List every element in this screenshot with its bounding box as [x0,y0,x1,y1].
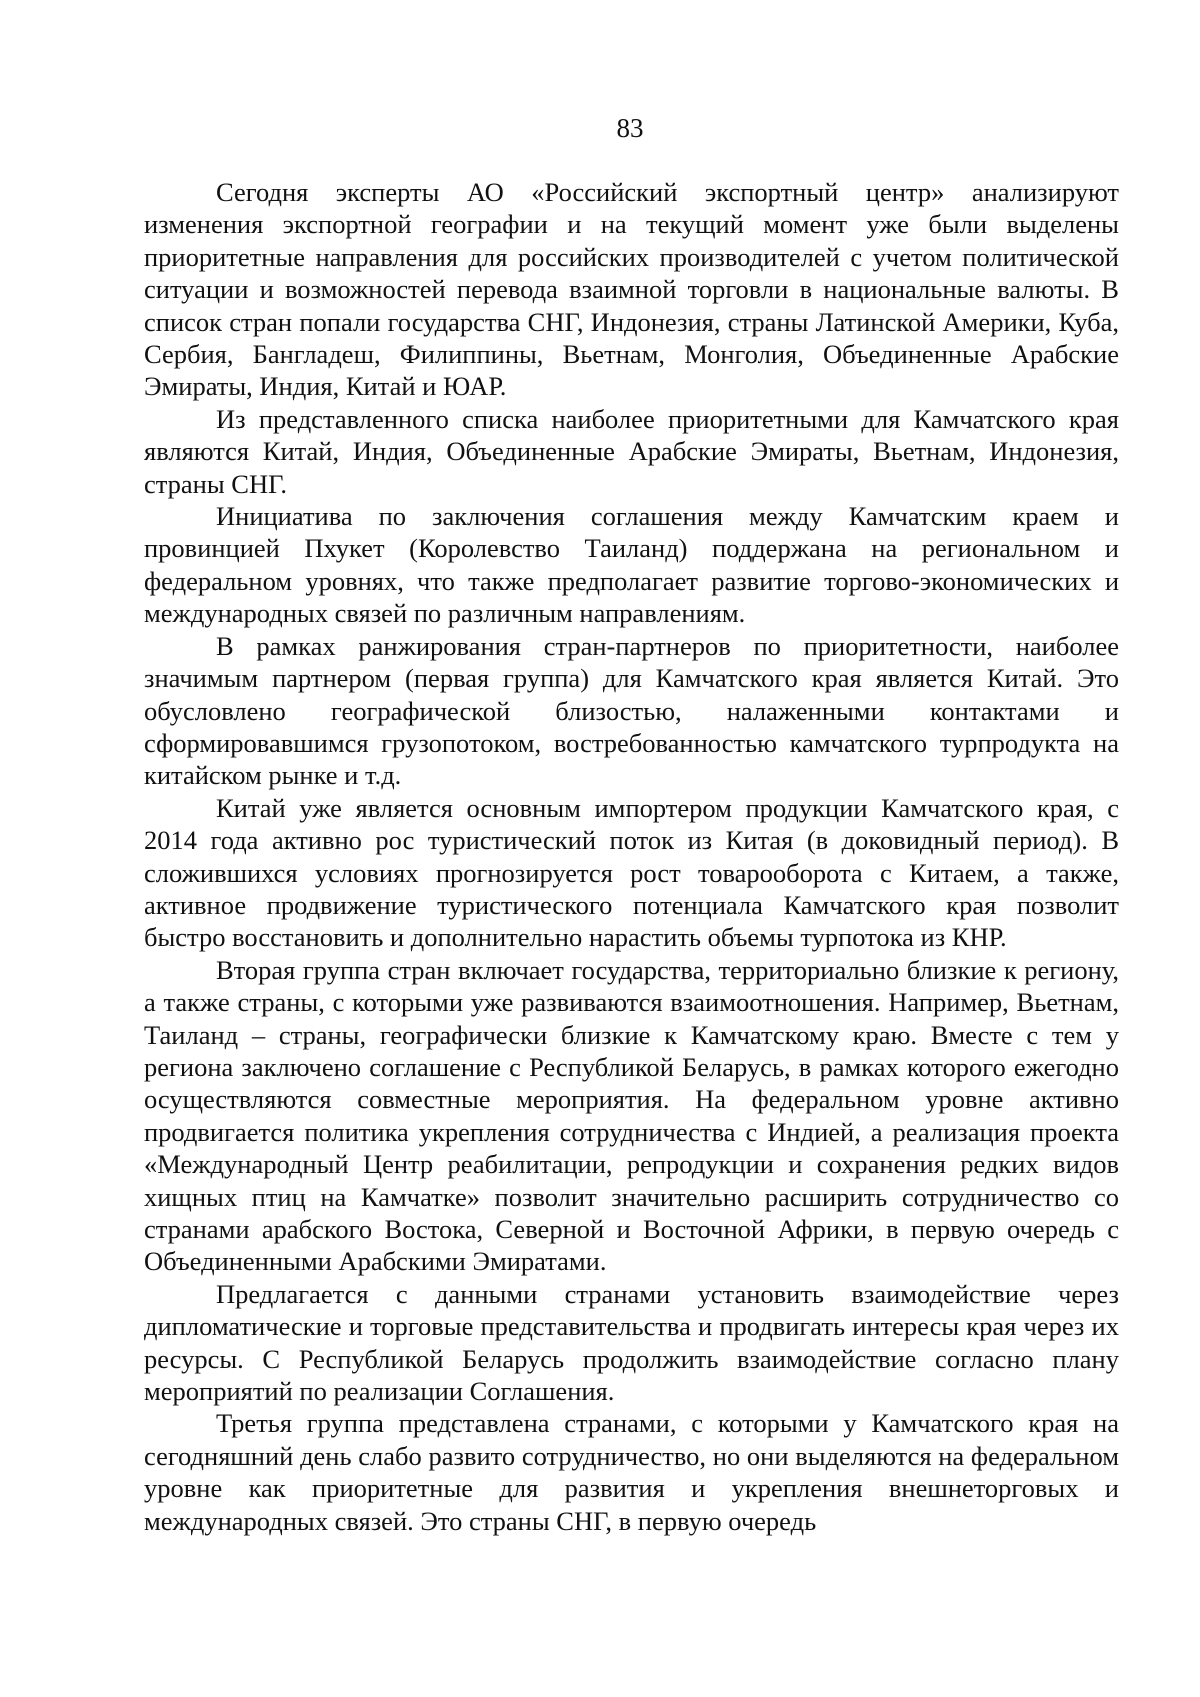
paragraph-6: Вторая группа стран включает государства, территориально близкие к региону, а также страны, с которыми уже развиваются взаимоотношения. Например, Вьетнам, Таиланд – страны, географически близкие к Камчатскому краю. Вместе с тем у региона заключено соглашение с Республикой Беларусь, в рамках которого ежегодно осуществляются совместные мероприятия. На федеральном уровне активно продвигается политика укрепления сотрудничества с Индией, а реализация проекта «Международный Центр реабилитации, репродукции и сохранения редких видов хищных птиц на Камчатке» позволит значительно расширить сотрудничество со странами арабского Востока, Северной и Восточной Африки, в первую очередь с Объединенными Арабскими Эмиратами. [144,954,1119,1277]
paragraph-7: Предлагается с данными странами установить взаимодействие через дипломатические и торговые представительства и продвигать интересы края через их ресурсы. С Республикой Беларусь продолжить взаимодействие согласно плану мероприятий по реализации Соглашения. [144,1278,1119,1407]
paragraph-8: Третья группа представлена странами, с которыми у Камчатского края на сегодняшний день слабо развито сотрудничество, но они выделяются на федеральном уровне как приоритетные для развития и укрепления внешнеторговых и международных связей. Это страны СНГ, в первую очередь [144,1408,1119,1536]
paragraph-2: Из представленного списка наиболее приоритетными для Камчатского края являются Китай, Индия, Объединенные Арабские Эмираты, Вьетнам, Индонезия, страны СНГ. [144,403,1119,499]
paragraph-3: Инициатива по заключения соглашения между Камчатским краем и провинцией Пхукет (Королевство Таиланд) поддержана на региональном и федеральном уровнях, что также предполагает развитие торгово-экономических и международных связей по различным направлениям. [144,501,1119,629]
page-number: 83 [616,113,644,143]
paragraph-1: Сегодня эксперты АО «Российский экспортный центр» анализируют изменения экспортной географии и на текущий момент уже были выделены приоритетные направления для российских производителей с учетом политической ситуации и возможностей перевода взаимной торговли в национальные валюты. В список стран попали государства СНГ, Индонезия, страны Латинской Америки, Куба, Сербия, Бангладеш, Филиппины, Вьетнам, Монголия, Объединенные Арабские Эмираты, Индия, Китай и ЮАР. [144,177,1119,402]
paragraph-4: В рамках ранжирования стран-партнеров по приоритетности, наиболее значимым партнером (первая группа) для Камчатского края является Китай. Это обусловлено географической близостью, налаженными контактами и сформировавшимся грузопотоком, востребованностью камчатского турпродукта на китайском рынке и т.д. [144,630,1119,791]
body-text [144,176,1119,1537]
paragraph-5: Китай уже является основным импортером продукции Камчатского края, с 2014 года активно рос туристический поток из Китая (в доковидный период). В сложившихся условиях прогнозируется рост товарооборота с Китаем, а также, активное продвижение туристического потенциала Камчатского края позволит быстро восстановить и дополнительно нарастить объемы турпотока из КНР. [144,792,1119,953]
